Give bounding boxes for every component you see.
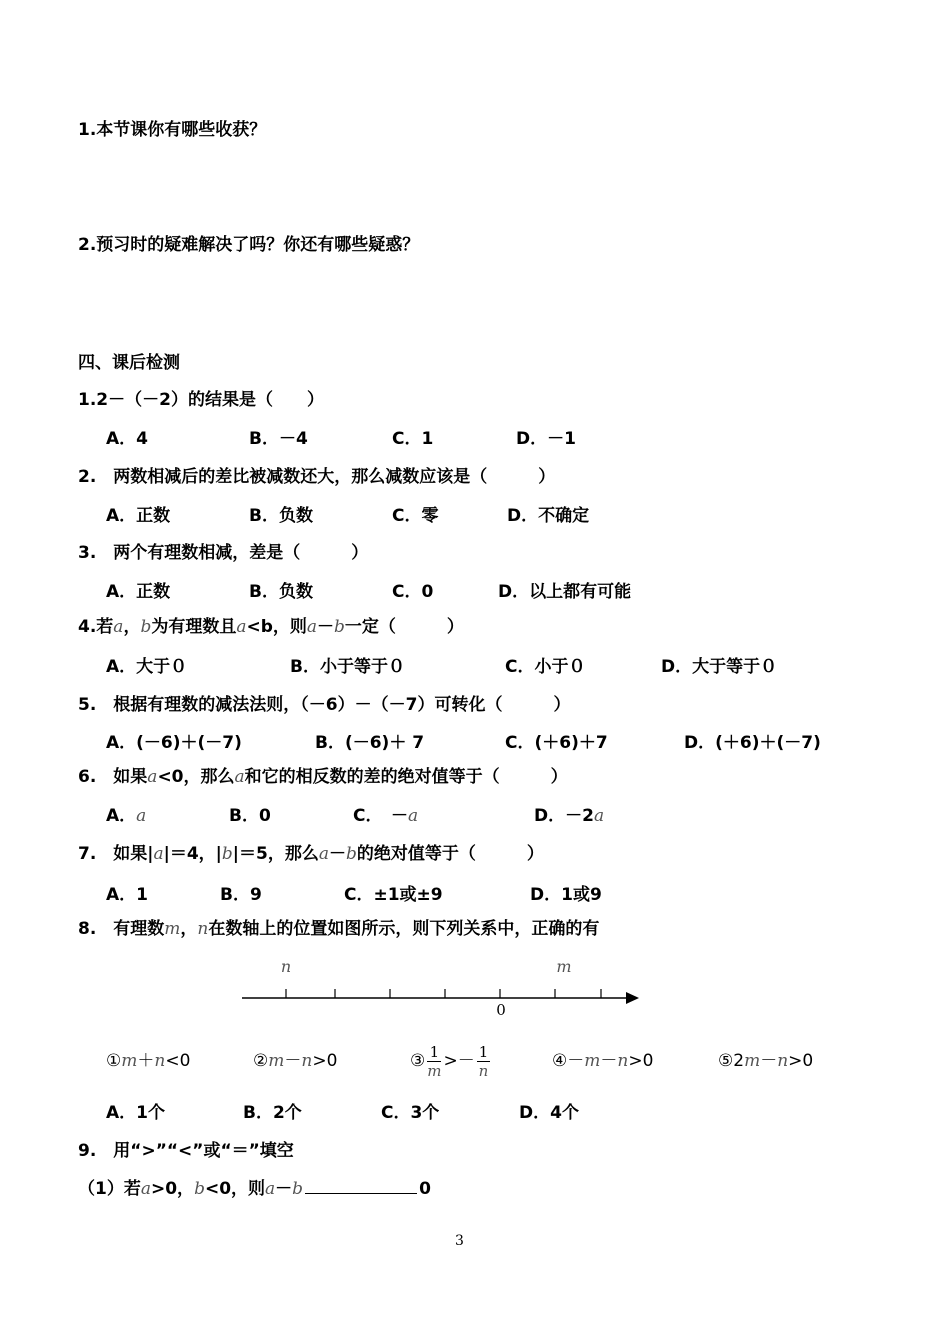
statement-4: ④－m－n>0	[552, 1051, 654, 1071]
var-a: a	[153, 844, 164, 864]
question-8-option-b: B．2个	[243, 1103, 302, 1123]
statement-5: ⑤2m－n>0	[718, 1051, 814, 1071]
question-1-option-a: A．4	[106, 429, 148, 449]
question-6-option-d: D．－2a	[534, 806, 605, 826]
question-2-stem: 2. 两数相减后的差比被减数还大，那么减数应该是（ ）	[78, 467, 556, 487]
var-m: m	[164, 919, 181, 939]
label-m: m	[556, 957, 572, 976]
question-2-option-a: A．正数	[106, 506, 171, 526]
var-a: a	[318, 844, 329, 864]
question-2-option-c: C．零	[392, 506, 439, 526]
var-b: b	[194, 1179, 205, 1199]
question-9-stem: 9. 用“>”“<”或“＝”填空	[78, 1141, 294, 1161]
question-2-option-b: B．负数	[249, 506, 313, 526]
var-a: a	[265, 1179, 276, 1199]
question-8-option-d: D．4个	[519, 1103, 579, 1123]
question-1-option-b: B．－4	[249, 429, 308, 449]
question-8-option-a: A．1个	[106, 1103, 165, 1123]
var-a: a	[113, 617, 124, 637]
question-8-stem: 8. 有理数m，n在数轴上的位置如图所示，则下列关系中，正确的有	[78, 919, 600, 939]
reflection-question-1: 1.本节课你有哪些收获？	[78, 120, 267, 140]
page-number: 3	[455, 1233, 464, 1249]
question-3-option-b: B．负数	[249, 582, 313, 602]
fraction-1-over-m: $\frac{1}{m}$	[427, 1042, 442, 1080]
var-a: a	[306, 617, 318, 637]
var-b: b	[221, 844, 233, 864]
question-4-stem: 4.若a，b为有理数且a<b，则a－b一定（ ）	[78, 617, 464, 637]
question-5-option-c: C．(＋6)＋7	[505, 733, 608, 753]
question-7-option-b: B．9	[220, 885, 262, 905]
question-1-stem: 1.2－（－2）的结果是（ ）	[78, 390, 324, 410]
var-a: a	[234, 767, 245, 787]
question-7-stem: 7. 如果|a|＝4，|b|＝5，那么a－b的绝对值等于（ ）	[78, 844, 544, 864]
statement-3: ③ $\frac{1}{m}$ >－ $\frac{1}{n}$	[410, 1042, 489, 1080]
statement-1: ①m＋n<0	[106, 1051, 191, 1071]
question-8-option-c: C．3个	[381, 1103, 440, 1123]
question-4-option-b: B．小于等于０	[290, 657, 405, 677]
question-3-option-d: D．以上都有可能	[498, 582, 632, 602]
question-1-option-c: C．1	[392, 429, 434, 449]
question-6-option-c: C． －a	[353, 806, 419, 826]
var-b: b	[334, 617, 345, 637]
var-b: b	[140, 617, 152, 637]
number-line-arrowhead	[626, 992, 639, 1004]
question-5-stem: 5. 根据有理数的减法法则，（－6）－（－7）可转化（ ）	[78, 695, 571, 715]
question-7-option-c: C．±1或±9	[344, 885, 443, 905]
question-7-option-a: A．1	[106, 885, 148, 905]
question-1-option-d: D．－1	[516, 429, 576, 449]
var-n: n	[197, 919, 209, 939]
section-title: 四、课后检测	[78, 353, 180, 373]
question-5-option-a: A．(－6)＋(－7)	[106, 733, 242, 753]
var-a: a	[236, 617, 247, 637]
question-4-option-a: A．大于０	[106, 657, 188, 677]
number-line-diagram	[230, 952, 660, 1022]
label-n: n	[280, 957, 292, 976]
question-6-stem: 6. 如果a<0，那么a和它的相反数的差的绝对值等于（ ）	[78, 767, 568, 787]
var-a: a	[147, 767, 158, 787]
reflection-question-2: 2.预习时的疑难解决了吗？你还有哪些疑惑？	[78, 235, 420, 255]
question-3-option-c: C．0	[392, 582, 434, 602]
question-5-option-d: D．(＋6)＋(－7)	[684, 733, 821, 753]
label-zero: 0	[496, 1001, 506, 1019]
question-2-option-d: D．不确定	[507, 506, 590, 526]
question-4-option-d: D．大于等于０	[661, 657, 778, 677]
answer-blank[interactable]	[305, 1177, 417, 1194]
question-6-option-a: A．a	[106, 806, 147, 826]
question-3-option-a: A．正数	[106, 582, 171, 602]
fraction-1-over-n: $\frac{1}{n}$	[478, 1042, 489, 1080]
question-9-part-1: （1）若a>0，b<0，则a－b 0	[78, 1179, 431, 1199]
question-4-option-c: C．小于０	[505, 657, 586, 677]
question-3-stem: 3. 两个有理数相减，差是（ ）	[78, 543, 369, 563]
question-7-option-d: D．1或9	[530, 885, 602, 905]
var-a: a	[140, 1179, 151, 1199]
var-b: b	[345, 844, 357, 864]
statement-2: ②m－n>0	[253, 1051, 338, 1071]
question-5-option-b: B．(－6)＋ 7	[315, 733, 425, 753]
question-6-option-b: B．0	[229, 806, 271, 826]
var-b: b	[292, 1179, 304, 1199]
